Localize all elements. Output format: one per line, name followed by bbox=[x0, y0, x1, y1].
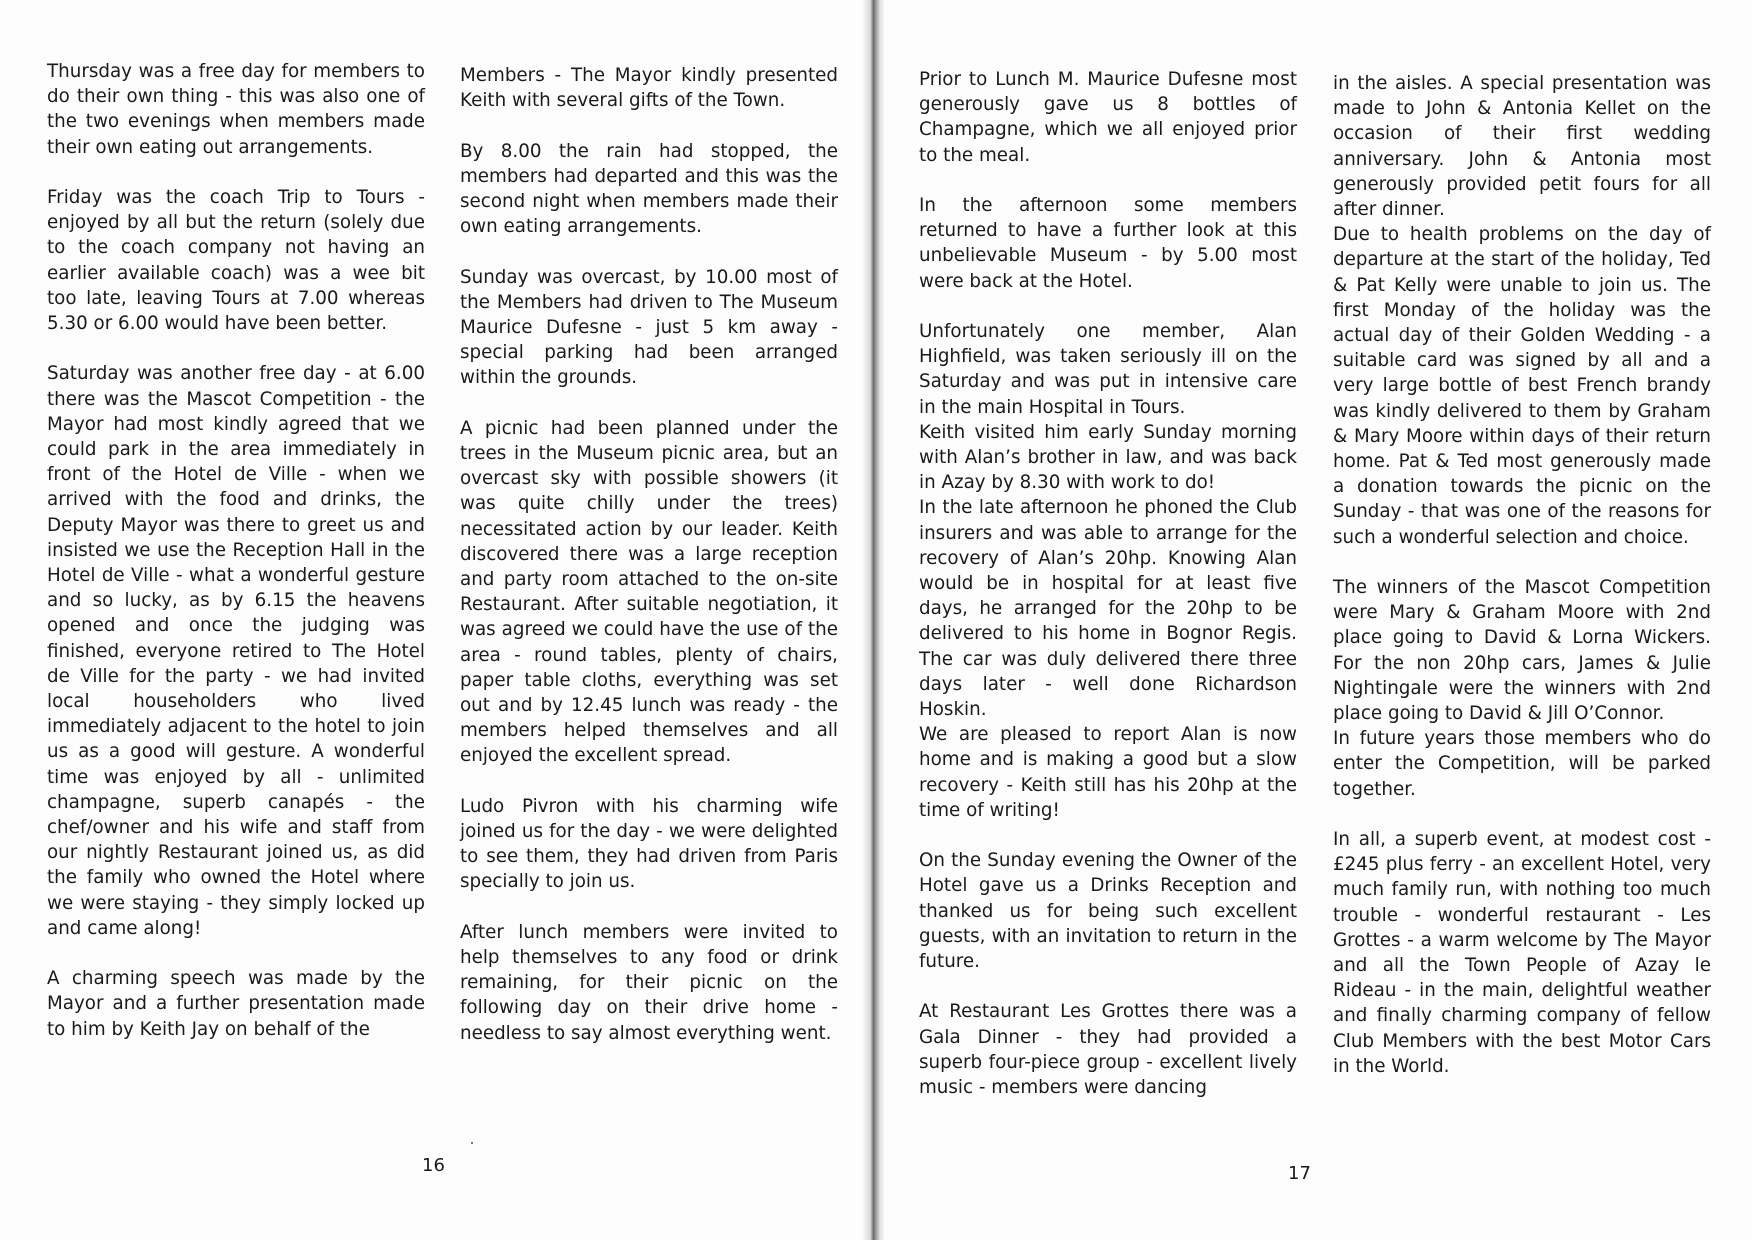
paragraph-mascot-winners: The winners of the Mascot Competition were Mary & Graham Moore with 2nd place going to David & Lorna Wickers. For the non 20hp cars, James & Julie Nightingale were the winners with 2nd place going to David & Jill O’Connor. bbox=[1333, 577, 1711, 725]
paragraph-friday: Friday was the coach Trip to Tours - enjoyed by all but the return (solely due to the coach company not having an earlier available coach) was a wee bit too late, leaving Tours at 7.00 whereas 5.30 or 6.00 would have been better. bbox=[47, 187, 425, 335]
paragraph-after-lunch: After lunch members were invited to help themselves to any food or drink remaining, for their picnic on the following day on their drive home - needless to say almost everything went. bbox=[460, 921, 838, 1044]
paragraph-speech: A charming speech was made by the Mayor and a further presentation made to him by Keith Jay on behalf of the bbox=[47, 968, 425, 1040]
paragraph-ludo-pivron: Ludo Pivron with his charming wife joined us for the day - we were delighted to see them, they had driven from Paris specially to join us. bbox=[460, 795, 838, 893]
paragraph-thursday: Thursday was a free day for members to do their own thing - this was also one of the two evenings when members made their own eating out arrangements. bbox=[47, 61, 425, 158]
paragraph-alan-home: We are pleased to report Alan is now home and is making a good but a slow recovery - Keith still has his 20hp at the time of writing! bbox=[919, 724, 1297, 821]
paragraph-saturday: Saturday was another free day - at 6.00 there was the Mascot Competition - the Mayor had most kindly agreed that we could park in the area immediately in front of the Hotel de Ville - when we arrived with the food and drinks, the Deputy Mayor was there to greet us and insisted we use the Reception Hall in the Hotel de Ville - what a wonderful gesture and so lucky, as by 6.15 the heavens opened and once the judging was finished, everyone retired to The Hotel de Ville for the party - we had invited local householders who lived immediately adjacent to the hotel to join us as a good will gesture. A wonderful time was enjoyed by all - unlimited champagne, superb canapés - the chef/owner and his wife and staff from our nightly Restaurant joined us, as did the family who owned the Hotel where we were staying - they simply locked up and came along! bbox=[47, 363, 425, 939]
paragraph-picnic: A picnic had been planned under the trees in the Museum picnic area, but an overcast sky with possible showers (it was quite chilly under the trees) necessitated action by our leader. Keith discovered there was a large reception and party room attached to the on-site Restaurant. After suitable negotiation, it was agreed we could have the use of the area - round tables, plenty of chairs, paper table cloths, everything was set out and by 12.45 lunch was ready - the members helped themselves and all enjoyed the excellent spread. bbox=[460, 417, 838, 767]
page-number: 17 bbox=[1288, 1163, 1311, 1184]
paragraph-sunday-museum: Sunday was overcast, by 10.00 most of the Members had driven to The Museum Maurice Dufesne - just 5 km away - special parking had been arranged within the grounds. bbox=[460, 266, 838, 389]
paragraph-keith-visit: Keith visited him early Sunday morning with Alan’s brother in law, and was back in Azay by 8.30 with work to do! bbox=[919, 421, 1297, 494]
column-2 bbox=[460, 63, 838, 1071]
paragraph-drinks-reception: On the Sunday evening the Owner of the Hotel gave us a Drinks Reception and thanked us for being such excellent guests, with an invitation to return in the future. bbox=[919, 850, 1297, 973]
paragraph-golden-wedding: Due to health problems on the day of departure at the start of the holiday, Ted & Pat Kelly were unable to join us. The first Monday of the holiday was the actual day of their Golden Wedding - a suitable card was signed by all and a very large bottle of best French brandy was kindly delivered to them by Graham & Mary Moore within days of their return home. Pat & Ted most generously made a donation towards the picnic on the Sunday - that was one of the reasons for such a wonderful selection and choice. bbox=[1333, 224, 1711, 548]
book-gutter bbox=[862, 0, 886, 1240]
paragraph-mayor-gifts: Members - The Mayor kindly presented Keith with several gifts of the Town. bbox=[460, 65, 838, 112]
column-1 bbox=[47, 59, 425, 1067]
paragraph-summary: In all, a superb event, at modest cost - £245 plus ferry - an excellent Hotel, very much family run, with nothing too much trouble - wonderful restaurant - Les Grottes - a warm welcome by The Mayor and all the Town People of Azay le Rideau - in the main, delightful weather and finally charming company of fellow Club Members with the best Motor Cars in the World. bbox=[1333, 829, 1711, 1077]
paragraph-champagne: Prior to Lunch M. Maurice Dufesne most generously gave us 8 bottles of Champagne, which we all enjoyed prior to the meal. bbox=[919, 69, 1297, 166]
paragraph-insurers: In the late afternoon he phoned the Club insurers and was able to arrange for the recovery of Alan’s 20hp. Knowing Alan would be in hospital for at least five days, he arranged for the 20hp to be delivered to his home in Bognor Regis. The car was duly delivered there three days later - well done Richardson Hoskin. bbox=[919, 497, 1297, 721]
page-number: 16 bbox=[422, 1155, 445, 1176]
paragraph-rain-stopped: By 8.00 the rain had stopped, the members had departed and this was the second night when members made their own eating arrangements. bbox=[460, 140, 838, 238]
paragraph-gala-dinner: At Restaurant Les Grottes there was a Gala Dinner - they had provided a superb four-piece group - excellent lively music - members were dancing bbox=[919, 1001, 1297, 1099]
column-3 bbox=[919, 67, 1297, 1125]
paragraph-future-years: In future years those members who do enter the Competition, will be parked together. bbox=[1333, 728, 1711, 800]
paragraph-afternoon: In the afternoon some members returned to have a further look at this unbelievable Museum - by 5.00 most were back at the Hotel. bbox=[919, 195, 1297, 292]
paragraph-alan-ill: Unfortunately one member, Alan Highfield, was taken seriously ill on the Saturday and was put in intensive care in the main Hospital in Tours. bbox=[919, 321, 1297, 418]
scan-speck bbox=[471, 1142, 473, 1144]
paragraph-anniversary: in the aisles. A special presentation was made to John & Antonia Kellet on the occasion of their first wedding anniversary. John & Antonia most generously provided petit fours for all after dinner. bbox=[1333, 73, 1711, 221]
column-4 bbox=[1333, 71, 1711, 1104]
